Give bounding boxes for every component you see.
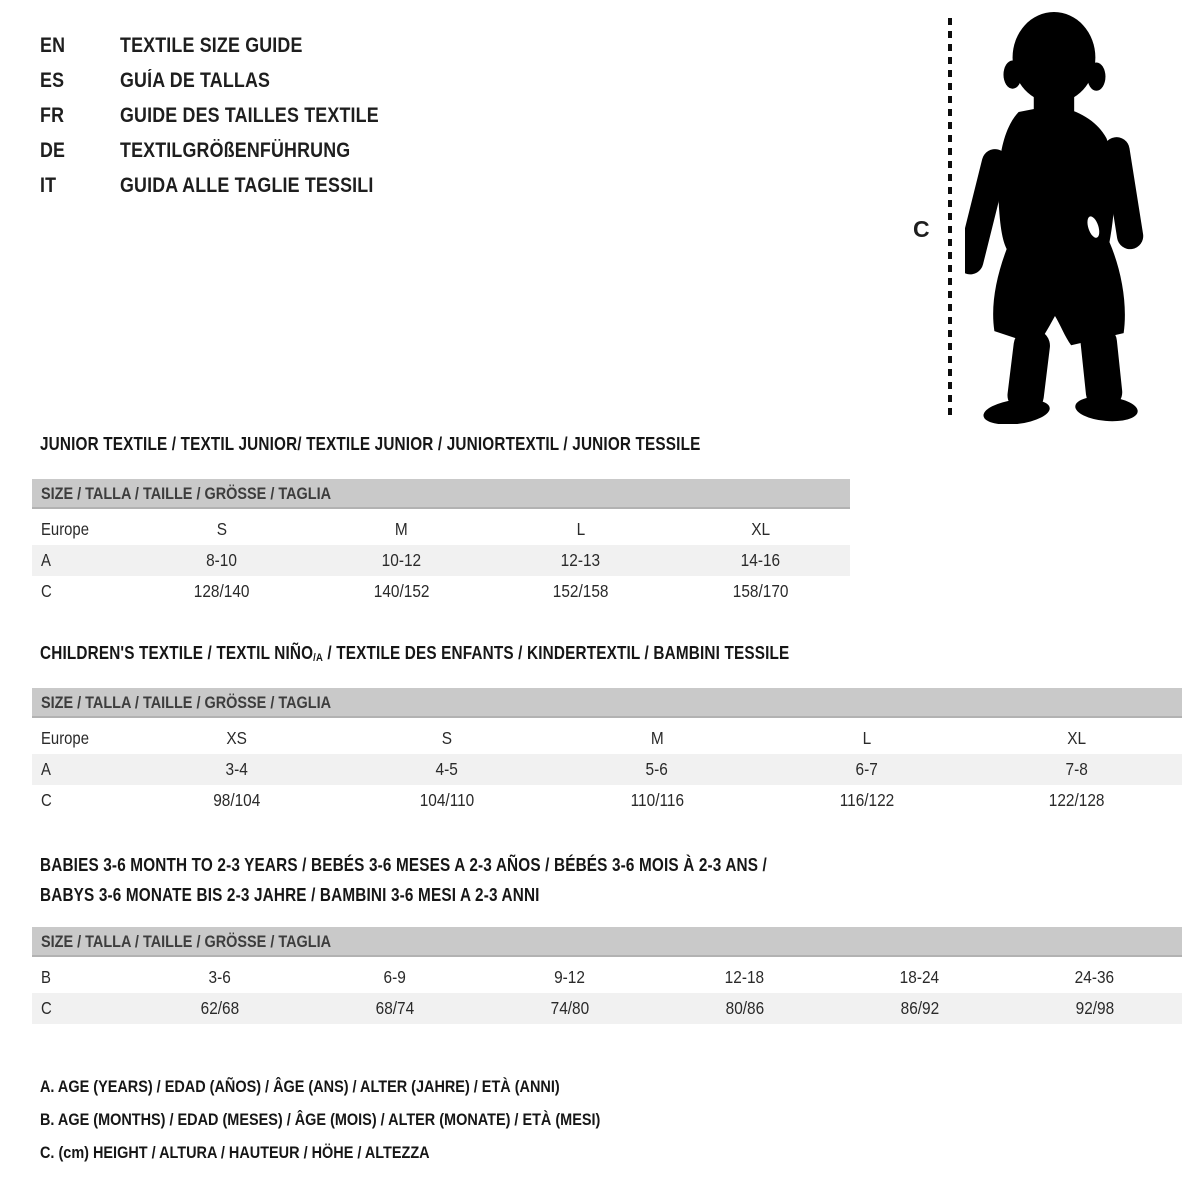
language-row-en bbox=[40, 28, 424, 63]
table-row-age-years bbox=[32, 754, 1182, 785]
language-title: GUIDE DES TAILLES TEXTILE bbox=[120, 104, 379, 127]
size-cell: 104/110 bbox=[419, 790, 475, 810]
size-cell: 10-12 bbox=[381, 550, 421, 570]
language-code: FR bbox=[40, 104, 65, 127]
size-cell: 12-18 bbox=[724, 967, 765, 987]
size-cell: 18-24 bbox=[899, 967, 940, 987]
measure-legend bbox=[40, 1070, 699, 1169]
size-cell: 140/152 bbox=[373, 581, 430, 601]
size-cell: L bbox=[862, 728, 872, 748]
row-label: Europe bbox=[41, 728, 89, 748]
language-code: IT bbox=[40, 174, 57, 197]
language-row-fr bbox=[40, 98, 424, 133]
size-cell: 122/128 bbox=[1049, 790, 1105, 810]
size-cell: 4-5 bbox=[435, 759, 459, 779]
size-cell: 62/68 bbox=[200, 998, 239, 1018]
row-label: Europe bbox=[41, 519, 89, 539]
row-label: C bbox=[41, 998, 52, 1018]
size-cell: XL bbox=[750, 519, 770, 539]
size-cell: 8-10 bbox=[206, 550, 238, 570]
junior-size-table bbox=[32, 479, 850, 607]
size-cell: 152/158 bbox=[552, 581, 609, 601]
legend-line-a: A. AGE (YEARS) / EDAD (AÑOS) / ÂGE (ANS) / ALTER (JAHRE) / ETÀ (ANNI) bbox=[40, 1077, 560, 1096]
size-cell: S bbox=[216, 519, 227, 539]
size-header-bar: SIZE / TALLA / TAILLE / GRÖSSE / TAGLIA bbox=[32, 688, 1182, 718]
size-cell: M bbox=[394, 519, 408, 539]
size-cell: 6-7 bbox=[855, 759, 879, 779]
size-cell: 9-12 bbox=[554, 967, 585, 987]
size-cell: 5-6 bbox=[645, 759, 669, 779]
language-title: GUIDA ALLE TAGLIE TESSILI bbox=[120, 174, 374, 197]
section-title-children: CHILDREN'S TEXTILE / TEXTIL NIÑO/A / TEXTILE DES ENFANTS / KINDERTEXTIL / BAMBINI TESSILE bbox=[40, 643, 790, 665]
size-cell: 3-4 bbox=[225, 759, 249, 779]
row-label: B bbox=[41, 967, 51, 987]
language-title: TEXTILE SIZE GUIDE bbox=[120, 34, 303, 57]
height-figure bbox=[905, 8, 1160, 428]
language-row-it bbox=[40, 168, 424, 203]
size-cell: XS bbox=[226, 728, 248, 748]
table-row-age-months bbox=[32, 962, 1182, 993]
size-cell: 24-36 bbox=[1074, 967, 1115, 987]
language-code: DE bbox=[40, 139, 66, 162]
legend-line-b: B. AGE (MONTHS) / EDAD (MESES) / ÂGE (MOIS) / ALTER (MONATE) / ETÀ (MESI) bbox=[40, 1110, 601, 1129]
table-row-age-years bbox=[32, 545, 850, 576]
size-cell: 14-16 bbox=[740, 550, 780, 570]
size-header-bar: SIZE / TALLA / TAILLE / GRÖSSE / TAGLIA bbox=[32, 479, 850, 509]
legend-line-c: C. (cm) HEIGHT / ALTURA / HAUTEUR / HÖHE / ALTEZZA bbox=[40, 1143, 430, 1162]
size-cell: S bbox=[441, 728, 453, 748]
toddler-silhouette-icon bbox=[965, 10, 1149, 424]
section-title-junior: JUNIOR TEXTILE / TEXTIL JUNIOR/ TEXTILE JUNIOR / JUNIORTEXTIL / JUNIOR TESSILE bbox=[40, 434, 701, 454]
table-row-height-cm bbox=[32, 576, 850, 607]
language-code: ES bbox=[40, 69, 65, 92]
size-cell: 80/86 bbox=[725, 998, 764, 1018]
table-row-height-cm bbox=[32, 993, 1182, 1024]
row-label: A bbox=[41, 550, 51, 570]
section-title-babies: BABIES 3-6 MONTH TO 2-3 YEARS / BEBÉS 3-6 MESES A 2-3 AÑOS / BÉBÉS 3-6 MOIS À 2-3 ANS / BABYS 3-6 MONATE BIS 2-3 JAHRE / BAMBINI 3-6 MESI A 2-3 ANNI bbox=[40, 855, 767, 905]
size-cell: 158/170 bbox=[732, 581, 789, 601]
language-title: GUÍA DE TALLAS bbox=[120, 69, 271, 92]
size-cell: 86/92 bbox=[900, 998, 939, 1018]
size-cell: 74/80 bbox=[550, 998, 589, 1018]
size-cell: M bbox=[650, 728, 664, 748]
size-cell: 6-9 bbox=[383, 967, 406, 987]
size-cell: 128/140 bbox=[193, 581, 250, 601]
row-label: A bbox=[41, 759, 51, 779]
table-row-europe bbox=[32, 514, 850, 545]
language-title: TEXTILGRÖßENFÜHRUNG bbox=[120, 139, 351, 162]
size-cell: 7-8 bbox=[1065, 759, 1089, 779]
size-cell: 12-13 bbox=[561, 550, 601, 570]
table-row-height-cm bbox=[32, 785, 1182, 816]
size-cell: 98/104 bbox=[213, 790, 261, 810]
height-measure-dashed-line bbox=[948, 18, 952, 416]
size-cell: L bbox=[576, 519, 586, 539]
size-header-bar: SIZE / TALLA / TAILLE / GRÖSSE / TAGLIA bbox=[32, 927, 1182, 957]
row-label: C bbox=[41, 581, 52, 601]
language-code: EN bbox=[40, 34, 66, 57]
language-row-es bbox=[40, 63, 424, 98]
size-cell: 3-6 bbox=[208, 967, 231, 987]
table-row-europe bbox=[32, 723, 1182, 754]
language-row-de bbox=[40, 133, 424, 168]
size-cell: 110/116 bbox=[630, 790, 684, 810]
row-label: C bbox=[41, 790, 52, 810]
language-title-list bbox=[40, 28, 424, 203]
babies-size-table bbox=[32, 927, 1182, 1024]
size-cell: 68/74 bbox=[375, 998, 414, 1018]
size-cell: XL bbox=[1067, 728, 1087, 748]
size-cell: 116/122 bbox=[839, 790, 895, 810]
children-size-table bbox=[32, 688, 1182, 816]
size-cell: 92/98 bbox=[1075, 998, 1114, 1018]
height-measure-label: C bbox=[913, 216, 930, 242]
